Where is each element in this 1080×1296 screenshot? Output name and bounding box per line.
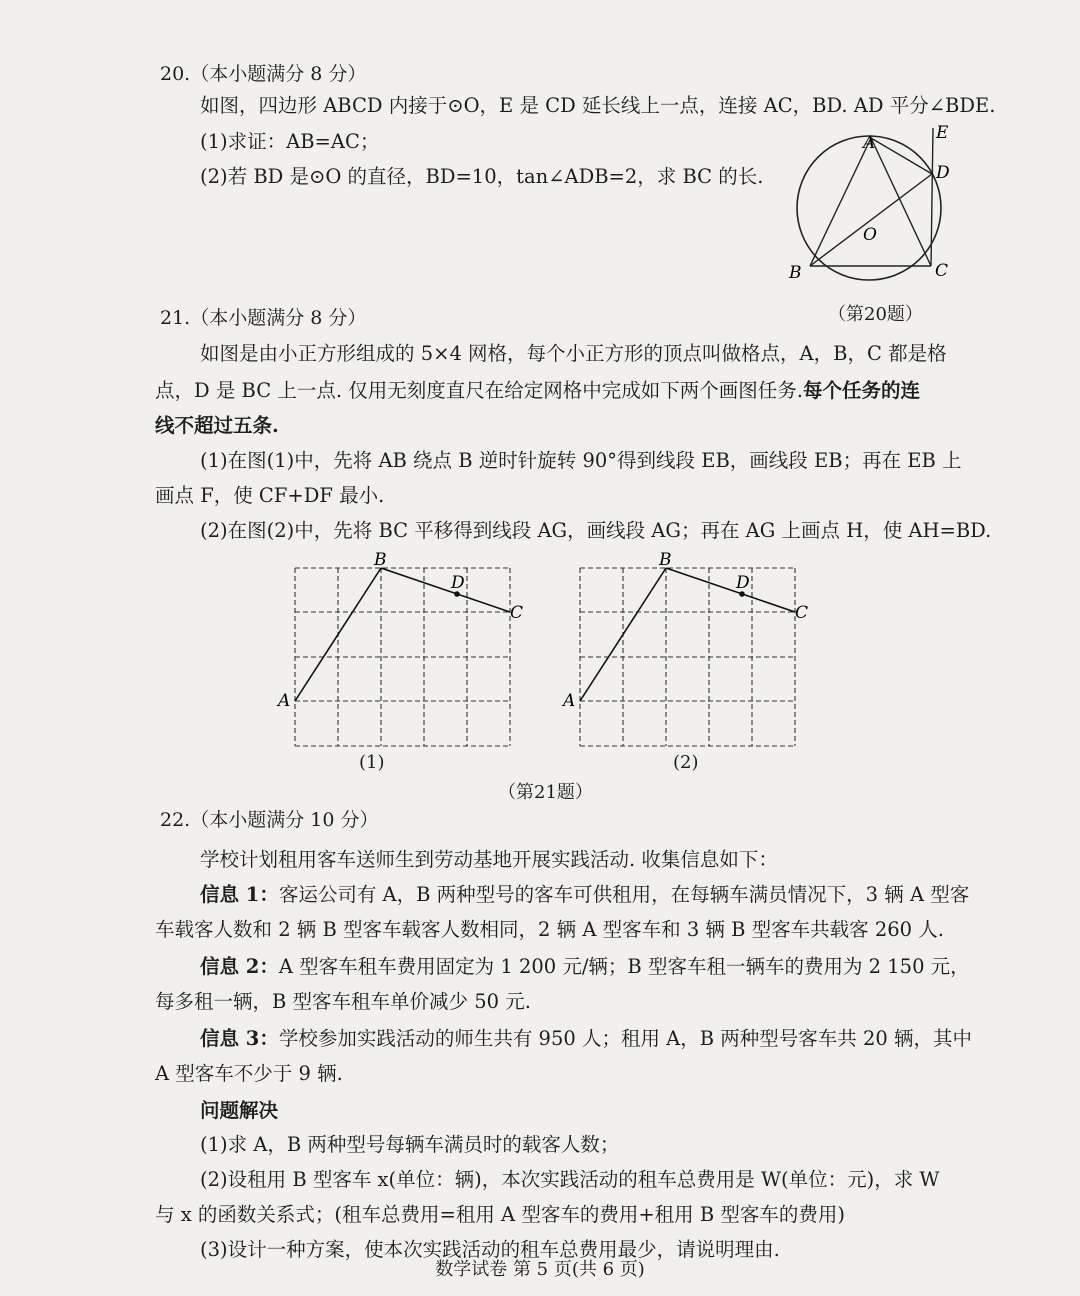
q22-info2-text: A 型客车租车费用固定为 1 200 元/辆；B 型客车租一辆车的费用为 2 150 元， <box>278 955 970 978</box>
q22-p2-line2: 与 x 的函数关系式；(租车总费用=租用 A 型客车的费用+租用 B 型客车的费用) <box>155 1203 845 1226</box>
q22-p3: (3)设计一种方案，使本次实践活动的租车总费用最少，请说明理由. <box>200 1238 780 1261</box>
q20-stem: 如图，四边形 ABCD 内接于⊙O，E 是 CD 延长线上一点，连接 AC，BD. AD 平分∠BDE. <box>200 94 996 117</box>
grid1-label-a: A <box>278 691 291 711</box>
q20-header: 20.（本小题满分 8 分） <box>160 63 367 85</box>
grid2-label-c: C <box>795 603 809 623</box>
q22-info1-line1 <box>200 881 969 909</box>
q22-info1-text: 客运公司有 A，B 两种型号的客车可供租用，在每辆车满员情况下，3 辆 A 型客 <box>278 883 970 906</box>
label-a: A <box>863 133 876 153</box>
q21-header: 21.（本小题满分 8 分） <box>160 307 367 329</box>
q21-grid-1 <box>270 550 524 752</box>
q21-stem-line1: 如图是由小正方形组成的 5×4 网格，每个小正方形的顶点叫做格点，A，B，C 都是格 <box>200 342 947 365</box>
q21-grid2-caption: (2) <box>673 752 699 773</box>
q22-p2-line1: (2)设租用 B 型客车 x(单位：辆)，本次实践活动的租车总费用是 W(单位：元)，求 W <box>200 1168 940 1191</box>
grid2-label-b: B <box>659 550 672 570</box>
q21-stem-line3: 线不超过五条. <box>155 414 279 437</box>
page-footer: 数学试卷 第 5 页(共 6 页) <box>435 1259 645 1280</box>
segment-bc <box>381 568 510 612</box>
q22-info3-line1 <box>200 1025 972 1053</box>
q21-grid-2 <box>555 550 809 752</box>
q22-intro: 学校计划租用客车送师生到劳动基地开展实践活动. 收集信息如下： <box>200 848 778 871</box>
grid1-label-c: C <box>510 603 524 623</box>
q22-info1-label: 信息 1： <box>200 883 279 906</box>
line-ac <box>871 138 931 266</box>
grid1-label-b: B <box>374 550 387 570</box>
q21-part1-line1: (1)在图(1)中，先将 AB 绕点 B 逆时针旋转 90°得到线段 EB，画线段 EB；再在 EB 上 <box>200 449 962 472</box>
q22-info3-label: 信息 3： <box>200 1027 279 1050</box>
segment-bc <box>666 568 795 612</box>
q20-figure <box>785 122 975 292</box>
label-e: E <box>936 123 949 143</box>
q22-info2-label: 信息 2： <box>200 955 279 978</box>
q21-part2: (2)在图(2)中，先将 BC 平移得到线段 AG，画线段 AG；再在 AG 上画点 H，使 AH=BD. <box>200 519 992 542</box>
q20-figure-caption: （第20题） <box>828 304 923 325</box>
grid2-label-d: D <box>736 573 750 593</box>
q22-header: 22.（本小题满分 10 分） <box>160 809 379 831</box>
q22-p1: (1)求 A，B 两种型号每辆车满员时的载客人数； <box>200 1133 620 1156</box>
label-c: C <box>935 261 949 281</box>
q22-problem-heading: 问题解决 <box>200 1099 279 1122</box>
grid1-label-d: D <box>451 573 465 593</box>
q21-stem-line2-bold: 每个任务的连 <box>802 379 920 402</box>
line-bd <box>810 174 932 266</box>
grid2-label-a: A <box>563 691 576 711</box>
q21-figure-caption: （第21题） <box>498 782 593 803</box>
label-o: O <box>863 225 877 245</box>
q20-part2: (2)若 BD 是⊙O 的直径，BD=10，tan∠ADB=2，求 BC 的长. <box>200 165 764 188</box>
q21-stem-line2-plain: 点，D 是 BC 上一点. 仅用无刻度直尺在给定网格中完成如下两个画图任务. <box>155 379 803 402</box>
q22-info1-line2: 车载客人数和 2 辆 B 型客车载客人数相同，2 辆 A 型客车和 3 辆 B 型客车共载客 260 人. <box>155 918 944 941</box>
q21-part1-line2: 画点 F，使 CF+DF 最小. <box>155 484 385 507</box>
q22-info2-line1 <box>200 953 970 981</box>
label-d: D <box>936 163 950 183</box>
q22-info2-line2: 每多租一辆，B 型客车租车单价减少 50 元. <box>155 990 531 1013</box>
q21-grid1-caption: (1) <box>359 752 385 773</box>
label-b: B <box>789 263 802 283</box>
q20-part1: (1)求证：AB=AC； <box>200 130 380 153</box>
q22-info3-text: 学校参加实践活动的师生共有 950 人；租用 A，B 两种型号客车共 20 辆，其中 <box>278 1027 972 1050</box>
q21-stem-line2 <box>155 377 920 405</box>
line-ab <box>810 138 871 266</box>
line-ce <box>931 128 933 266</box>
circle-o <box>797 136 941 280</box>
q22-info3-line2: A 型客车不少于 9 辆. <box>155 1062 343 1085</box>
